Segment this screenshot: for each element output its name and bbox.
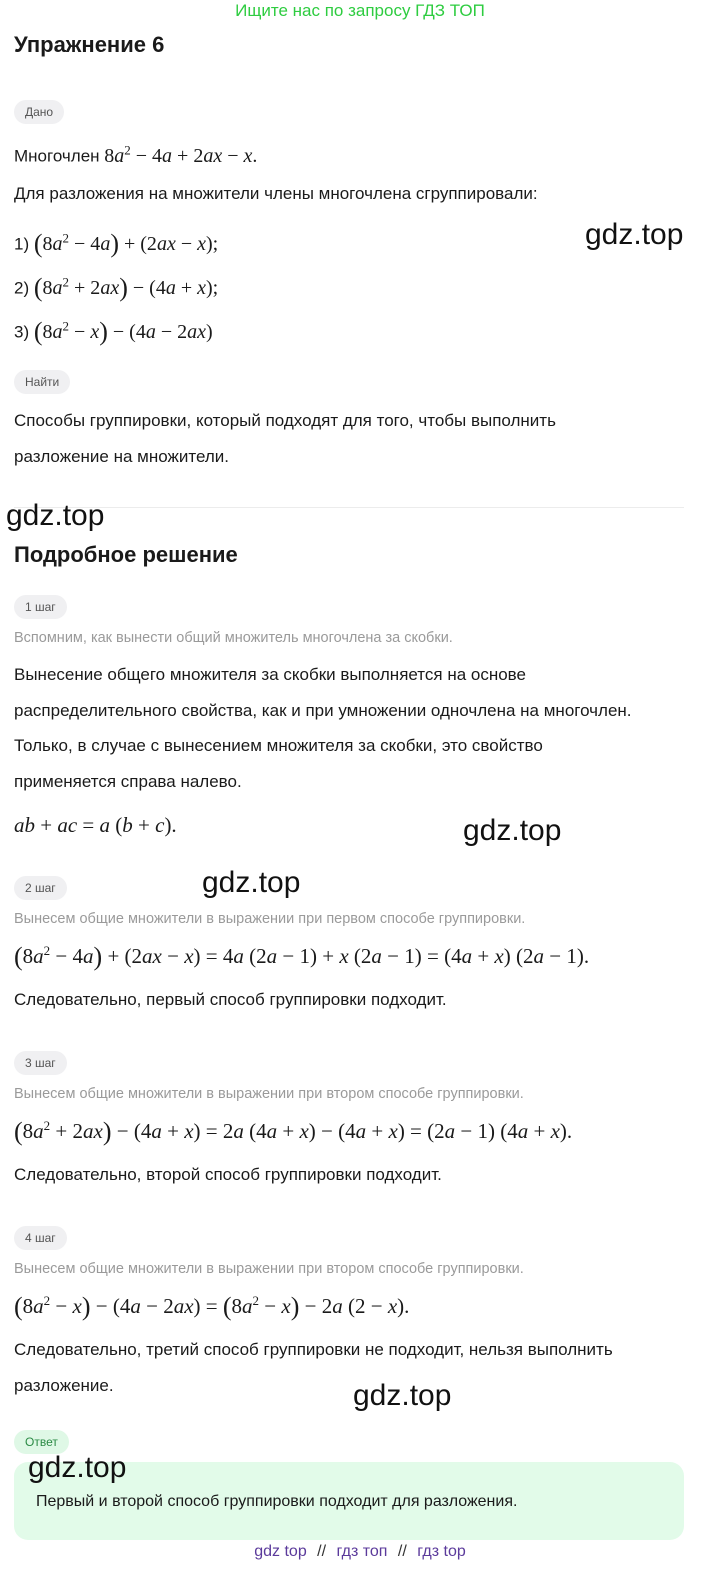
grouping-2-expression: $(8a^2 + 2ax) - (4a + x)$;: [33, 272, 219, 302]
step-1-formula: ab + ac = a (b + c).: [14, 813, 177, 837]
given-chip: Дано: [14, 100, 64, 124]
solution-title: Подробное решение: [14, 542, 238, 567]
find-line-1: Способы группировки, который подходят для того, чтобы выполнить: [14, 411, 556, 430]
step-3-hint: Вынесем общие множители в выражении при втором способе группировки.: [14, 1086, 524, 1102]
grouping-option-2: 2) $(8a^2 + 2ax) - (4a + x)$;: [14, 272, 219, 302]
step-4-conclusion-line-2: разложение.: [14, 1376, 114, 1395]
answer-chip: Ответ: [14, 1430, 69, 1454]
step-4-chip: 4 шаг: [14, 1226, 67, 1250]
step-4-hint: Вынесем общие множители в выражении при втором способе группировки.: [14, 1261, 524, 1277]
footer-link-3[interactable]: гдз top: [417, 1543, 466, 1560]
grouping-1-expression: $(8a^2 - 4a) + (2ax - x)$;: [33, 228, 219, 258]
step-1-chip: 1 шаг: [14, 595, 67, 619]
footer-separator: //: [317, 1543, 327, 1560]
step-1-line-1: Вынесение общего множителя за скобки выполняется на основе: [14, 665, 526, 684]
watermark: gdz.top: [353, 1379, 452, 1412]
step-4-conclusion-line-1: Следовательно, третий способ группировки не подходит, нельзя выполнить: [14, 1340, 613, 1359]
polynomial-expression: $8a^2 - 4a + 2ax - x$.: [104, 142, 258, 167]
step-1-line-4: применяется справа налево.: [14, 772, 242, 791]
step-3-formula: $(8a^2 + 2ax) - (4a + x) = 2a$ (4a + x) − (4a + x) = (2a − 1) (4a + x).: [14, 1117, 573, 1146]
step-2-hint: Вынесем общие множители в выражении при первом способе группировки.: [14, 911, 526, 927]
answer-text: Первый и второй способ группировки подходит для разложения.: [36, 1493, 518, 1510]
grouping-text: Для разложения на множители члены многочлена сгруппировали:: [14, 184, 538, 203]
grouping-option-1: 1) $(8a^2 - 4a) + (2ax - x)$;: [14, 228, 219, 258]
step-1-hint: Вспомним, как вынести общий множитель многочлена за скобки.: [14, 630, 453, 646]
watermark: gdz.top: [202, 866, 301, 899]
footer-separator: //: [397, 1543, 407, 1560]
step-2-conclusion: Следовательно, первый способ группировки подходит.: [14, 990, 447, 1009]
step-3-conclusion: Следовательно, второй способ группировки подходит.: [14, 1165, 442, 1184]
grouping-option-3: 3) $(8a^2 - x) - (4a - 2ax)$: [14, 316, 213, 346]
section-divider: [14, 507, 684, 508]
exercise-title: Упражнение 6: [14, 32, 165, 57]
step-3-chip: 3 шаг: [14, 1051, 67, 1075]
step-2-chip: 2 шаг: [14, 876, 67, 900]
footer-links: [0, 1543, 720, 1561]
find-line-2: разложение на множители.: [14, 447, 229, 466]
polynomial-label: Многочлен: [14, 146, 100, 166]
top-banner-link[interactable]: Ищите нас по запросу ГДЗ ТОП: [235, 1, 485, 20]
footer-link-1[interactable]: gdz top: [254, 1543, 307, 1560]
grouping-3-expression: $(8a^2 - x) - (4a - 2ax)$: [33, 316, 213, 346]
watermark: gdz.top: [463, 814, 562, 847]
step-1-line-2: распределительного свойства, как и при умножении одночлена на многочлен.: [14, 701, 632, 720]
find-chip: Найти: [14, 370, 70, 394]
step-2-formula: $(8a^2 - 4a) + (2ax - x) = 4a$ (2a − 1) + x (2a − 1) = (4a + x) (2a − 1).: [14, 942, 590, 971]
step-1-line-3: Только, в случае с вынесением множителя за скобки, это свойство: [14, 736, 543, 755]
watermark: gdz.top: [28, 1451, 127, 1484]
footer-link-2[interactable]: гдз топ: [336, 1543, 388, 1560]
polynomial-line: [14, 132, 257, 175]
step-4-formula: $(8a^2 - x) - (4a - 2ax) = (8a^2 - x) - 2a$ (2 − x).: [14, 1292, 410, 1321]
watermark: gdz.top: [585, 218, 684, 251]
watermark: gdz.top: [6, 499, 105, 532]
